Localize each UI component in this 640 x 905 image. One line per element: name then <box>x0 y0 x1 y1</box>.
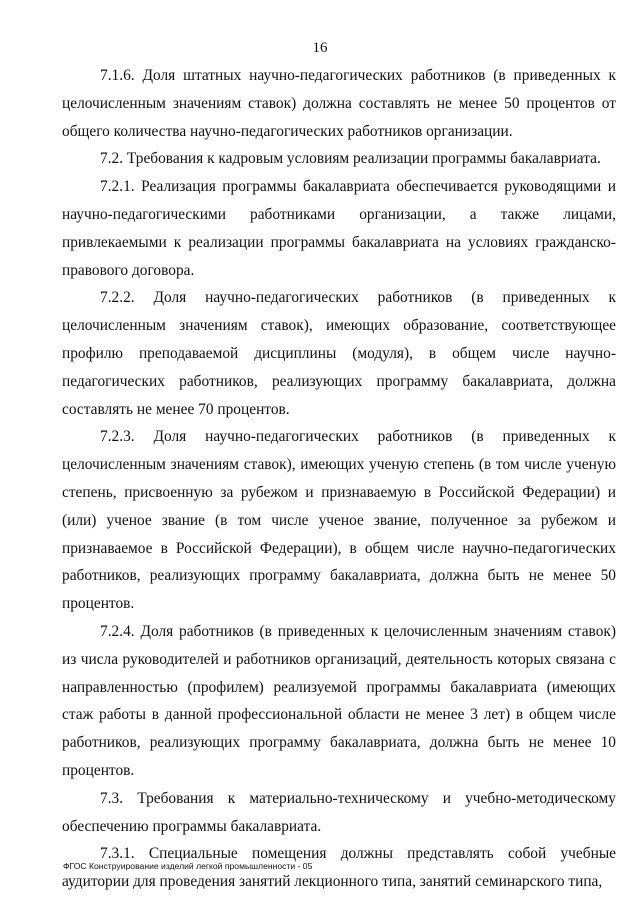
paragraph-7-3-1: 7.3.1. Специальные помещения должны представлять собой учебные аудитории для проведения занятий лекционного типа, занятий семинарского типа, <box>62 845 616 891</box>
document-body <box>62 62 616 896</box>
paragraph-7-1-6: 7.1.6. Доля штатных научно-педагогических работников (в приведенных к целочисленным значениям ставок) должна составлять не менее 50 процентов от общего количества научно-педагогических работников организации. <box>62 67 616 140</box>
page-footer: ФГОС Конструирование изделий легкой промышленности - 05 <box>63 861 313 871</box>
paragraph-7-3: 7.3. Требования к материально-техническому и учебно-методическому обеспечению программы бакалавриата. <box>62 789 616 835</box>
paragraph-7-2-4: 7.2.4. Доля работников (в приведенных к целочисленным значениям ставок) из числа руководителей и работников организаций, деятельность которых связана с направленностью (профилем) реализуемой программы бакалавриата (имеющих стаж работы в данной профессиональной области не менее 3 лет) в общем числе работников, реализующих программу бакалавриата, должна быть не менее 10 процентов. <box>62 622 616 779</box>
paragraph-7-2-2: 7.2.2. Доля научно-педагогических работников (в приведенных к целочисленным значениям ставок), имеющих образование, соответствующее профилю преподаваемой дисциплины (модуля), в общем числе научно-педагогических работников, реализующих программу бакалавриата, должна составлять не менее 70 процентов. <box>62 289 616 418</box>
paragraph-7-2-3: 7.2.3. Доля научно-педагогических работников (в приведенных к целочисленным значениям ставок), имеющих ученую степень (в том числе ученую степень, присвоенную за рубежом и признаваемую в Российской Федерации) и (или) ученое звание (в том числе ученое звание, полученное за рубежом и признаваемое в Российской Федерации), в общем числе научно-педагогических работников, реализующих программу бакалавриата, должна быть не менее 50 процентов. <box>62 428 616 613</box>
paragraph-7-2: 7.2. Требования к кадровым условиям реализации программы бакалавриата. <box>100 150 601 168</box>
page-number: 16 <box>312 40 328 56</box>
paragraph-7-2-1: 7.2.1. Реализация программы бакалавриата обеспечивается руководящими и научно-педагогическими работниками организации, а также лицами, привлекаемыми к реализации программы бакалавриата на условиях гражданско-правового договора. <box>62 178 616 279</box>
